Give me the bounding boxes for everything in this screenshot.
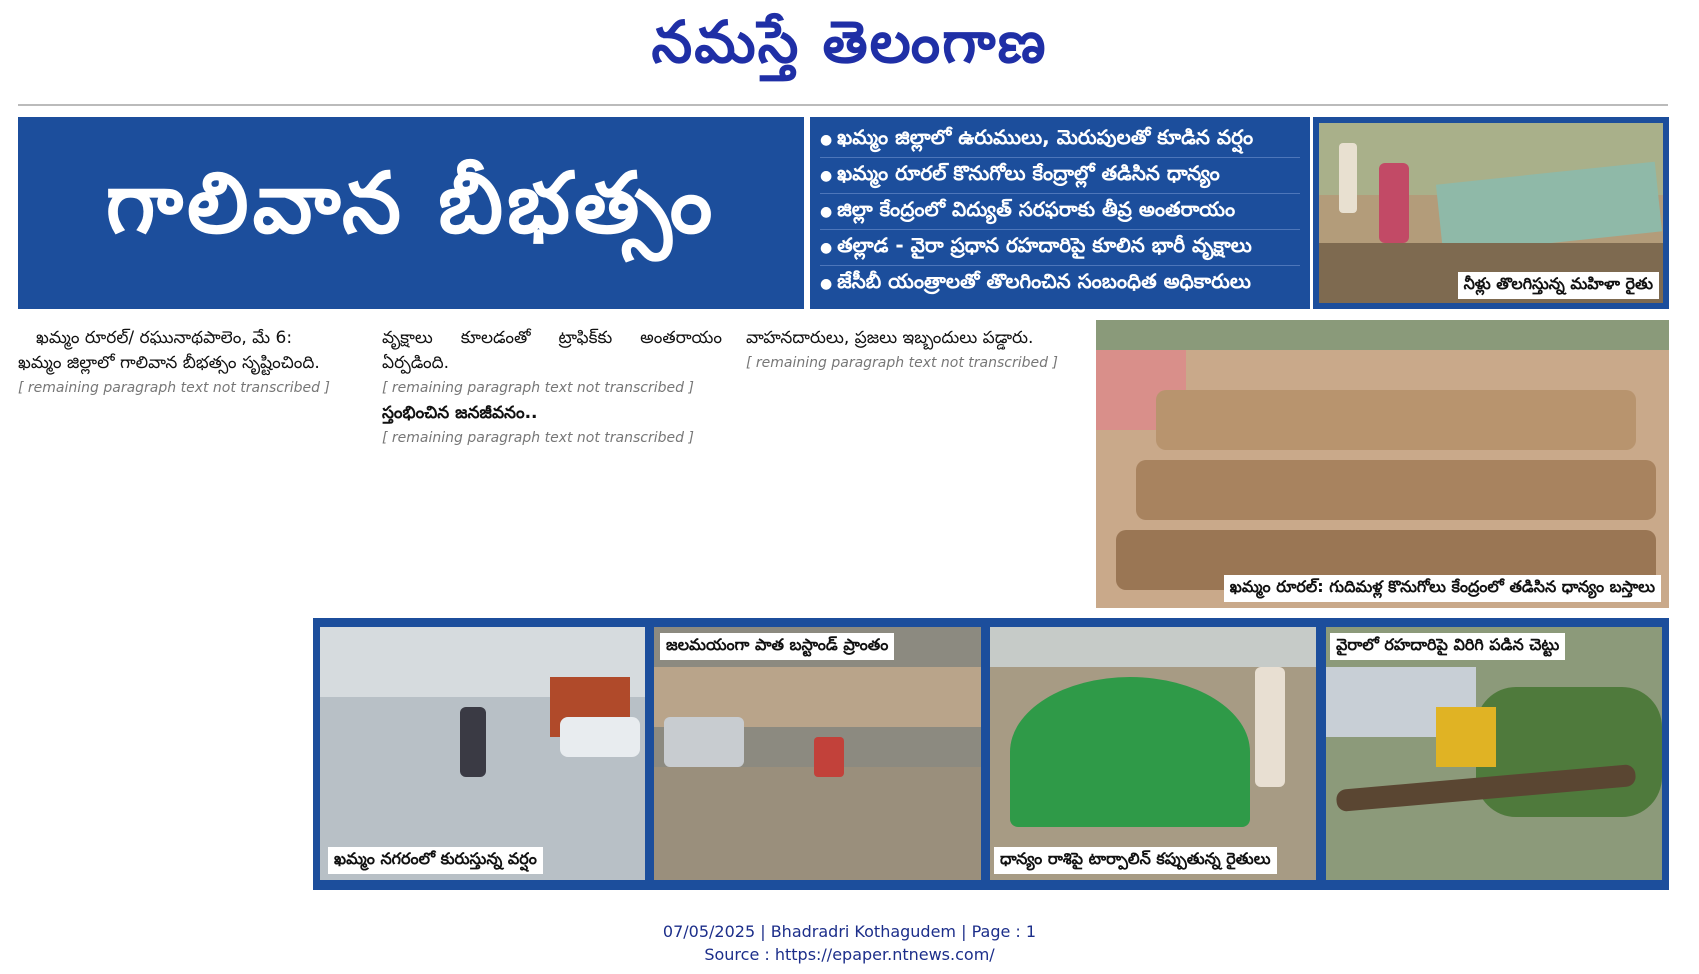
article-dateline: ఖమ్మం రూరల్/ రఘునాథపాలెం, మే 6: (36, 328, 293, 348)
photo-tarpaulin (990, 627, 1316, 880)
headline-box (18, 117, 804, 309)
photo-rain-city (320, 627, 645, 880)
caption-rain-city: ఖమ్మం నగరంలో కురుస్తున్న వర్షం (328, 847, 543, 874)
footer-source-line: Source : https://epaper.ntnews.com/ (704, 945, 995, 964)
transcription-gap-note: [ remaining paragraph text not transcribed ] (18, 380, 330, 396)
article-paragraph: ఖమ్మం జిల్లాలో గాలివాన బీభత్సం సృష్టించింది. (18, 353, 320, 373)
bullet-item: ● ఖమ్మం రూరల్ కొనుగోలు కేంద్రాల్లో తడిసిన ధాన్యం (820, 161, 1300, 194)
photo-grain-bags (1096, 320, 1669, 608)
transcription-gap-note: [ remaining paragraph text not transcribed ] (746, 355, 1058, 371)
footer-date-line: 07/05/2025 | Bhadradri Kothagudem | Page : 1 (662, 922, 1037, 941)
article-paragraph: వృక్షాలు కూలడంతో ట్రాఫిక్‌కు అంతరాయం ఏర్పడింది. (382, 328, 722, 373)
bullet-item: ● జేసీబీ యంత్రాలతో తొలగించిన సంబంధిత అధికారులు (820, 269, 1300, 301)
headline: గాలివాన బీభత్సం (105, 153, 717, 252)
bullet-item: ● ఖమ్మం జిల్లాలో ఉరుములు, మెరుపులతో కూడిన వర్షం (820, 125, 1300, 158)
caption-tarpaulin: ధాన్యం రాశిపై టార్పాలిన్ కప్పుతున్న రైతులు (994, 847, 1277, 874)
transcription-gap-note: [ remaining paragraph text not transcribed ] (382, 380, 694, 396)
article-column-3 (746, 326, 1082, 376)
photo-fallen-tree (1326, 627, 1662, 880)
article-paragraph: వాహనదారులు, ప్రజలు ఇబ్బందులు పడ్డారు. (746, 328, 1034, 348)
transcription-gap-note: [ remaining paragraph text not transcribed ] (382, 430, 694, 446)
caption-grain-bags: ఖమ్మం రూరల్: గుదిమళ్ల కొనుగోలు కేంద్రంలో తడిసిన ధాన్యం బస్తాలు (1224, 575, 1661, 602)
bullet-box (810, 117, 1310, 309)
article-column-2 (382, 326, 722, 451)
caption-bus-stand: జలమయంగా పాత బస్టాండ్ ప్రాంతం (660, 633, 894, 660)
masthead-logo: నమస్తే తెలంగాణ (651, 8, 1048, 76)
caption-woman-farmer: నీళ్లు తొలగిస్తున్న మహిళా రైతు (1458, 272, 1659, 299)
bullet-item: ● తల్లాడ - వైరా ప్రధాన రహదారిపై కూలిన భారీ వృక్షాలు (820, 233, 1300, 266)
photo-bus-stand (654, 627, 981, 880)
caption-fallen-tree: వైరాలో రహదారిపై విరిగి పడిన చెట్టు (1330, 633, 1565, 660)
article-subhead: స్తంభించిన జనజీవనం.. (382, 403, 538, 423)
bullet-item: ● జిల్లా కేంద్రంలో విద్యుత్ సరఫరాకు తీవ్ర అంతరాయం (820, 197, 1300, 230)
photo-woman-farmer (1313, 117, 1669, 309)
masthead-rule (18, 104, 1668, 106)
article-column-1 (18, 326, 360, 401)
